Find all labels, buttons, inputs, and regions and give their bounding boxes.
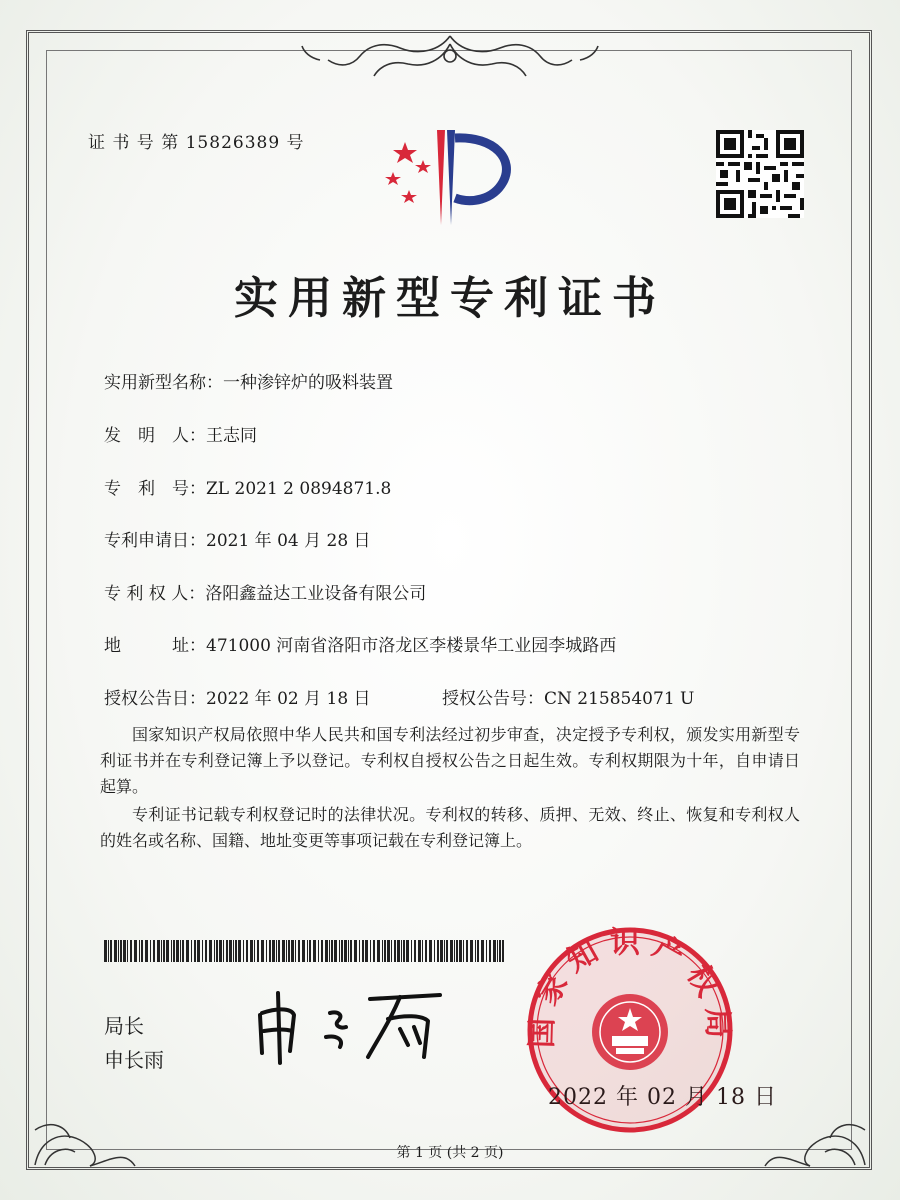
address-value: 471000 河南省洛阳市洛龙区李楼景华工业园李城路西 bbox=[206, 636, 617, 656]
certificate-number: 证 书 号 第 15826389 号 bbox=[88, 133, 305, 153]
patentee-row bbox=[104, 579, 426, 604]
body-paragraph-1: 国家知识产权局依照中华人民共和国专利法经过初步审查，决定授予专利权，颁发实用新型专利证书并在专利登记簿上予以登记。专利权自授权公告之日起生效。专利权期限为十年，自申请日起算。 bbox=[100, 725, 800, 796]
filing-date-value: 2021 年 04 月 28 日 bbox=[206, 531, 371, 551]
patentee-label: 专 利 权 人： bbox=[104, 584, 206, 604]
cnipa-logo bbox=[375, 120, 525, 230]
handwritten-signature bbox=[250, 985, 450, 1065]
grant-number-label: 授权公告号： bbox=[442, 689, 544, 709]
filing-date-label: 专利申请日： bbox=[104, 531, 206, 551]
grant-date-row bbox=[104, 684, 371, 709]
utility-model-name-row bbox=[104, 368, 393, 393]
barcode bbox=[104, 940, 504, 962]
inventor-label: 发 明 人： bbox=[104, 426, 206, 446]
inventor-value: 王志同 bbox=[206, 426, 257, 446]
filing-date-row bbox=[104, 526, 371, 551]
inventor-row bbox=[104, 421, 257, 446]
director-name: 申长雨 bbox=[104, 1048, 164, 1072]
address-row bbox=[104, 631, 616, 656]
certificate-title: 实用新型专利证书 bbox=[234, 273, 666, 324]
page-number: 第 1 页 (共 2 页) bbox=[396, 1145, 504, 1161]
patent-number-label: 专 利 号： bbox=[104, 479, 206, 499]
utility-model-name-value: 一种渗锌炉的吸料装置 bbox=[223, 373, 393, 393]
utility-model-name-label: 实用新型名称： bbox=[104, 373, 223, 393]
grant-date-label: 授权公告日： bbox=[104, 689, 206, 709]
qr-code bbox=[716, 130, 804, 218]
patentee-value: 洛阳鑫益达工业设备有限公司 bbox=[205, 584, 427, 604]
director-title: 局长 bbox=[104, 1014, 144, 1038]
body-paragraph-2: 专利证书记载专利权登记时的法律状况。专利权的转移、质押、无效、终止、恢复和专利权人的姓名或名称、国籍、地址变更等事项记载在专利登记簿上。 bbox=[100, 805, 800, 850]
top-ornament bbox=[300, 30, 600, 82]
grant-number-row bbox=[442, 684, 694, 709]
grant-date-value: 2022 年 02 月 18 日 bbox=[206, 689, 371, 709]
certificate-body bbox=[100, 722, 800, 854]
patent-number-value: ZL 2021 2 0894871.8 bbox=[206, 479, 392, 499]
grant-number-value: CN 215854071 U bbox=[544, 689, 695, 709]
patent-number-row bbox=[104, 474, 391, 499]
svg-text:国家知识产权局: 国家知识产权局 bbox=[524, 925, 736, 1049]
address-label: 地 址： bbox=[104, 636, 206, 656]
seal-date: 2022 年 02 月 18 日 bbox=[548, 1085, 777, 1110]
